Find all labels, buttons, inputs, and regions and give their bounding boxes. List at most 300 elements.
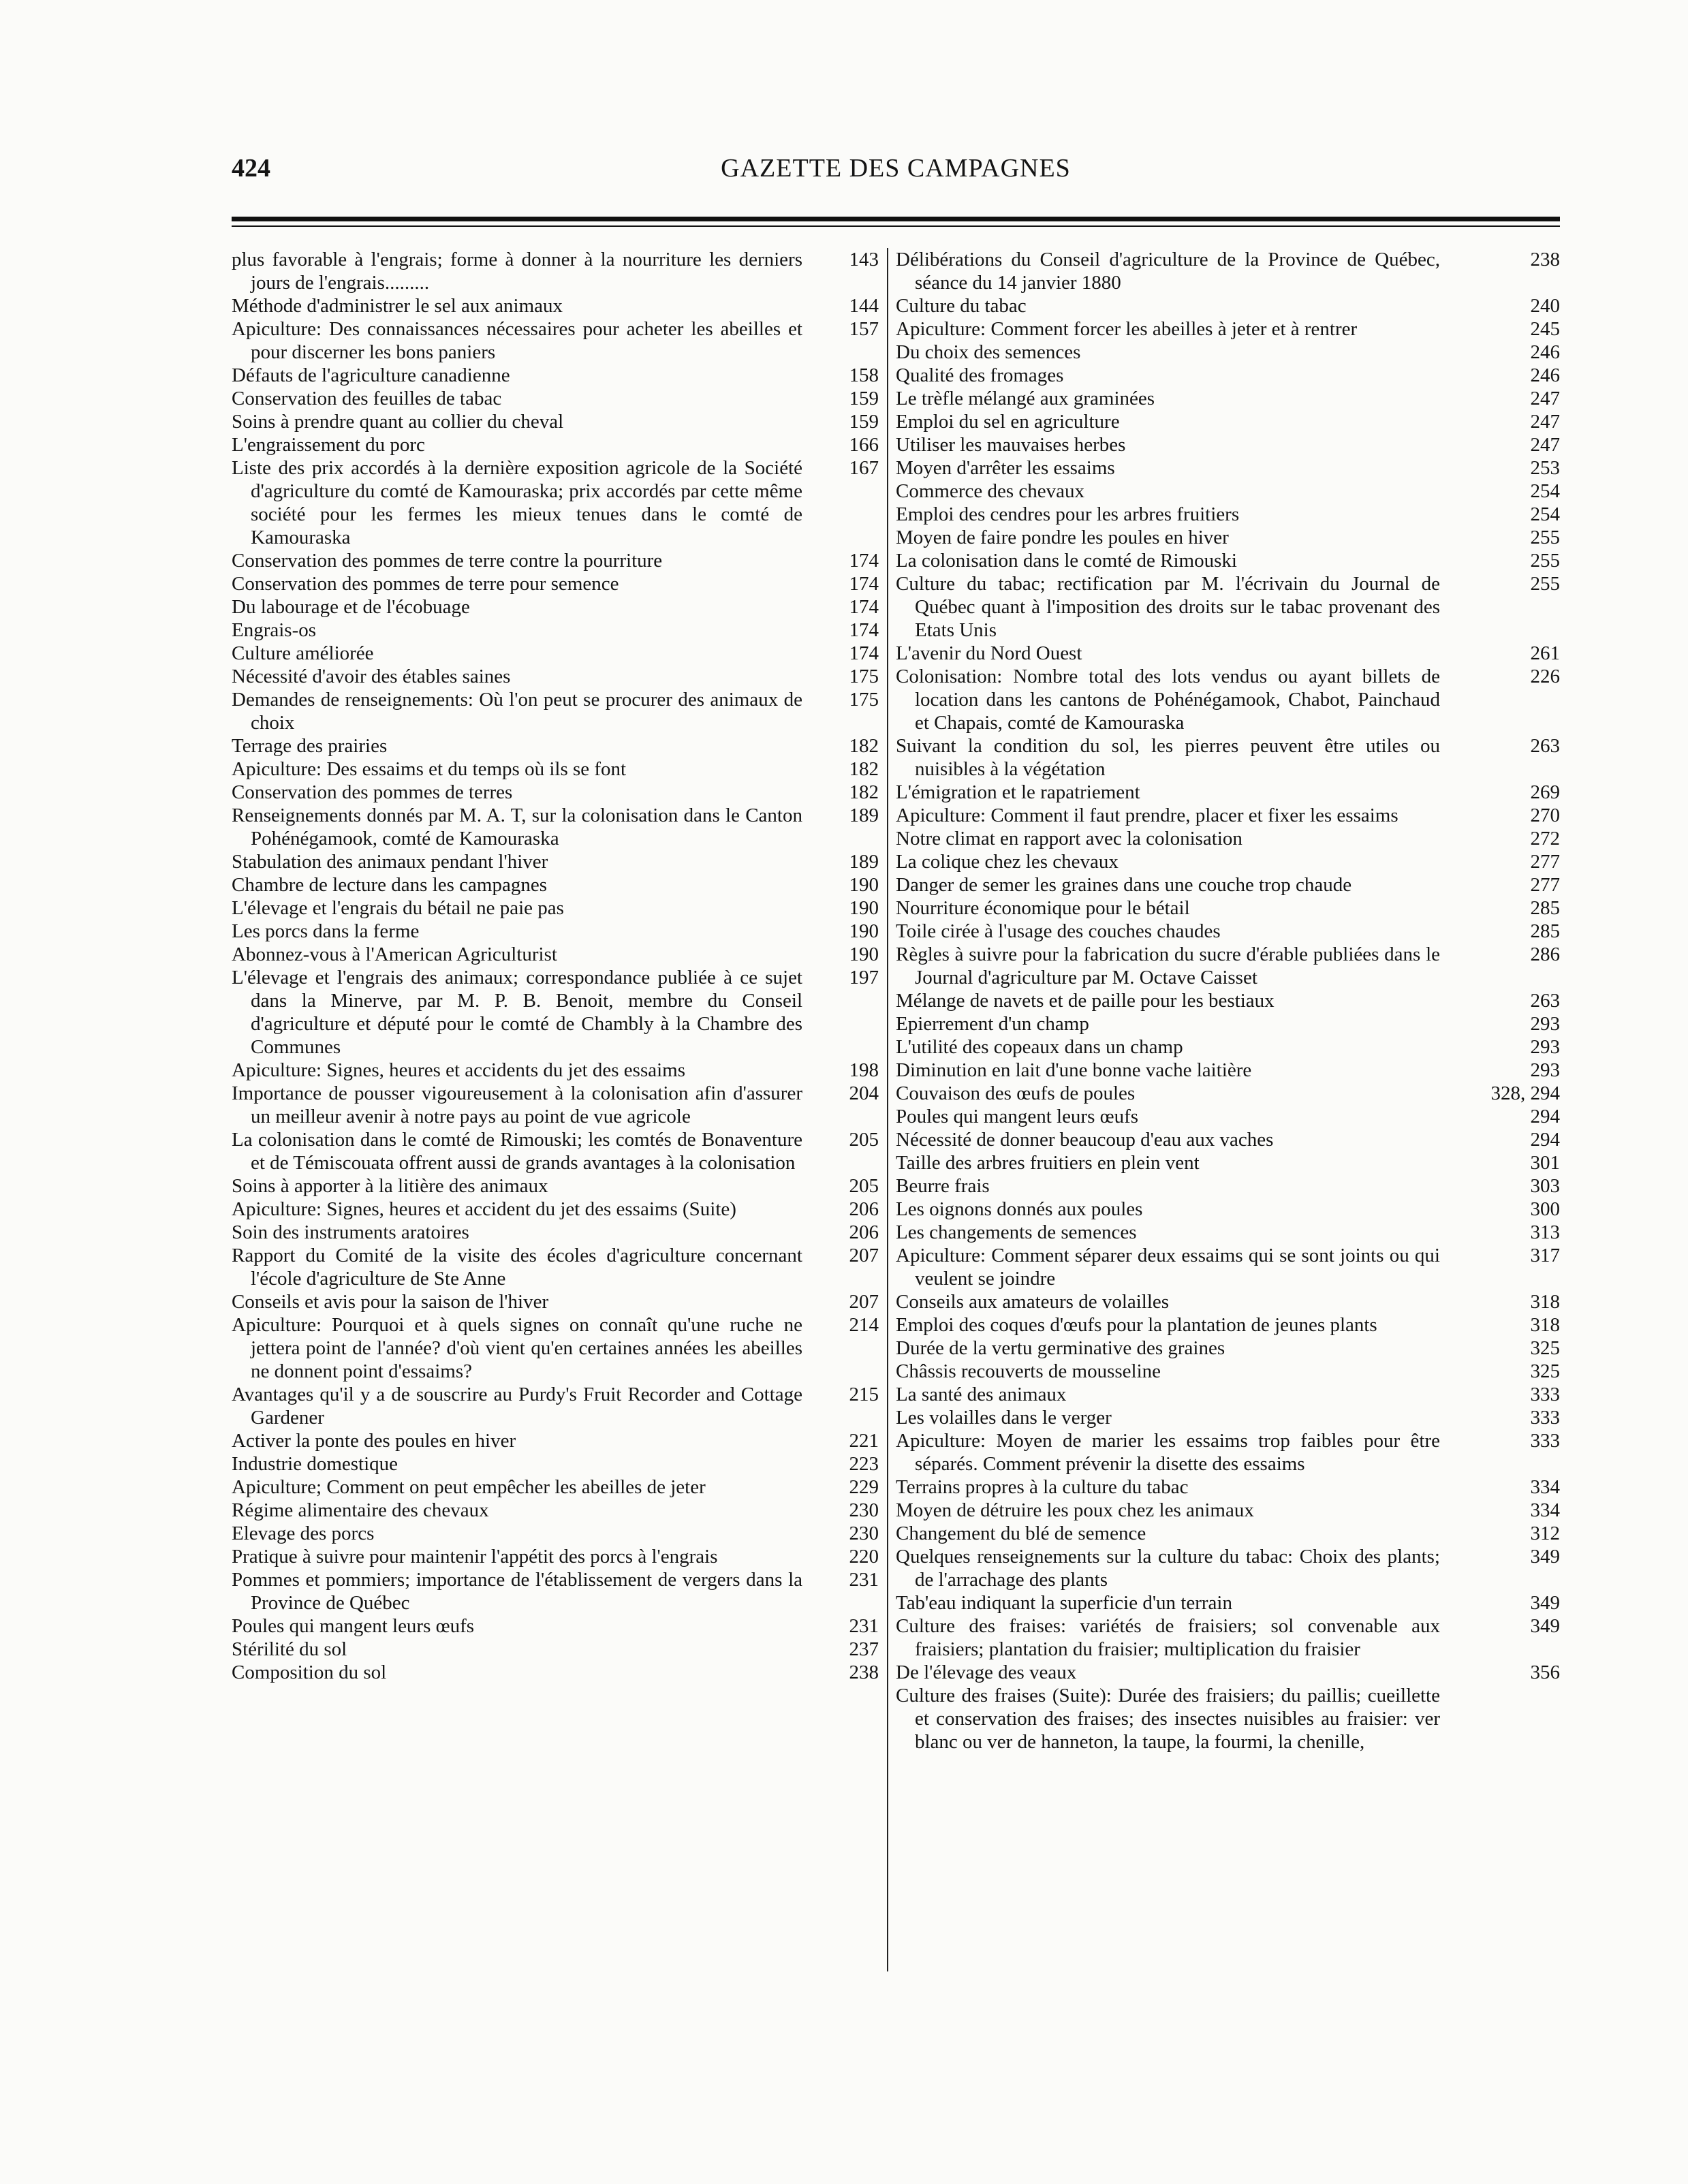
index-entry <box>896 341 1560 364</box>
header-rule-thin <box>232 225 1560 227</box>
entry-page: 286 <box>1530 943 1560 965</box>
index-entry <box>232 966 879 1059</box>
entry-title: Couvaison des œufs de poules <box>896 1082 1136 1104</box>
entry-title: Notre climat en rapport avec la colonisation <box>896 828 1242 849</box>
index-entry <box>232 1221 879 1244</box>
entry-page: 207 <box>849 1245 879 1266</box>
index-entry <box>232 943 879 966</box>
entry-page: 207 <box>849 1291 879 1313</box>
entry-title: Les changements de semences <box>896 1221 1137 1243</box>
entry-title: Poules qui mangent leurs œufs <box>896 1106 1139 1127</box>
entry-page: 205 <box>849 1129 879 1151</box>
index-entry <box>232 364 879 387</box>
entry-title: Apiculture: Signes, heures et accidents du jet des essaims <box>232 1059 686 1081</box>
index-entry <box>232 1568 879 1614</box>
entry-title: Soins à apporter à la litière des animaux <box>232 1175 548 1197</box>
entry-page: 246 <box>1530 341 1560 363</box>
entry-title: Apiculture: Moyen de marier les essaims trop faibles pour être séparés. Comment prévenir la disette des essaims <box>896 1430 1440 1475</box>
index-entry <box>896 480 1560 503</box>
index-entry <box>232 619 879 642</box>
index-entry <box>232 317 879 364</box>
entry-page: 175 <box>849 666 879 687</box>
index-entry <box>896 1684 1560 1753</box>
entry-page: 231 <box>849 1615 879 1637</box>
index-entry <box>896 410 1560 433</box>
entry-title: La colonisation dans le comté de Rimouski <box>896 550 1237 572</box>
entry-title: Apiculture: Comment forcer les abeilles à jeter et à rentrer <box>896 318 1358 340</box>
entry-title: Quelques renseignements sur la culture du tabac: Choix des plants; de l'arrachage des plants <box>896 1546 1440 1591</box>
index-entry <box>896 1035 1560 1059</box>
entry-title: Chambre de lecture dans les campagnes <box>232 874 548 896</box>
index-entry <box>896 642 1560 665</box>
index-entry <box>896 1105 1560 1128</box>
entry-title: L'élevage et l'engrais du bétail ne paie pas <box>232 897 564 919</box>
entry-page: 174 <box>849 573 879 595</box>
index-entry <box>232 1661 879 1684</box>
entry-title: Conservation des pommes de terre pour semence <box>232 573 619 595</box>
entry-title: Tab'eau indiquant la superficie d'un terrain <box>896 1592 1232 1614</box>
index-entry <box>232 1059 879 1082</box>
entry-title: L'utilité des copeaux dans un champ <box>896 1036 1183 1058</box>
entry-title: Culture améliorée <box>232 642 374 664</box>
entry-page: 270 <box>1530 805 1560 826</box>
entry-page: 263 <box>1530 735 1560 757</box>
index-entry <box>896 1499 1560 1522</box>
index-entry <box>896 920 1560 943</box>
entry-page: 293 <box>1530 1036 1560 1058</box>
entry-title: Danger de semer les graines dans une couche trop chaude <box>896 874 1352 896</box>
index-entry <box>896 456 1560 480</box>
entry-page: 189 <box>849 805 879 826</box>
entry-title: Les porcs dans la ferme <box>232 920 420 942</box>
entry-title: Du choix des semences <box>896 341 1081 363</box>
entry-page: 158 <box>849 364 879 386</box>
entry-page: 293 <box>1530 1013 1560 1035</box>
index-entry <box>896 1174 1560 1198</box>
index-entry <box>896 989 1560 1012</box>
entry-page: 318 <box>1530 1314 1560 1336</box>
entry-page: 167 <box>849 457 879 479</box>
entry-page: 220 <box>849 1546 879 1567</box>
entry-page: 349 <box>1530 1615 1560 1637</box>
entry-title: Engrais-os <box>232 619 317 641</box>
entry-title: Qualité des fromages <box>896 364 1064 386</box>
entry-page: 318 <box>1530 1291 1560 1313</box>
entry-page: 159 <box>849 411 879 433</box>
entry-page: 182 <box>849 781 879 803</box>
index-entry <box>232 873 879 896</box>
index-entry <box>896 827 1560 850</box>
index-entry <box>896 1082 1560 1105</box>
entry-title: Apiculture: Comment il faut prendre, placer et fixer les essaims <box>896 805 1398 826</box>
entry-title: Renseignements donnés par M. A. T, sur la colonisation dans le Canton Pohénégamook, comté de Kamouraska <box>232 805 802 849</box>
index-entry <box>232 1476 879 1499</box>
index-entry <box>232 1174 879 1198</box>
entry-title: Du labourage et de l'écobuage <box>232 596 470 618</box>
entry-title: La colique chez les chevaux <box>896 851 1119 873</box>
entry-page: 206 <box>849 1221 879 1243</box>
index-entry <box>896 1545 1560 1591</box>
entry-page: 197 <box>849 967 879 988</box>
entry-title: Stabulation des animaux pendant l'hiver <box>232 851 548 873</box>
entry-title: Diminution en lait d'une bonne vache laitière <box>896 1059 1252 1081</box>
index-entry <box>232 804 879 850</box>
entry-title: Culture du tabac <box>896 295 1027 317</box>
entry-title: Importance de pousser vigoureusement à la colonisation afin d'assurer un meilleur avenir à notre pays au point de vue agricole <box>232 1082 802 1127</box>
entry-title: La colonisation dans le comté de Rimouski; les comtés de Bonaventure et de Témiscouata offrent aussi de grands avantages à la colonisation <box>232 1129 802 1174</box>
entry-page: 189 <box>849 851 879 873</box>
index-entry <box>896 1221 1560 1244</box>
entry-page: 269 <box>1530 781 1560 803</box>
entry-title: La santé des animaux <box>896 1384 1067 1405</box>
entry-page: 328, 294 <box>1490 1082 1560 1104</box>
index-entry <box>232 1244 879 1290</box>
entry-page: 255 <box>1530 527 1560 548</box>
index-entry <box>896 943 1560 989</box>
entry-title: Utiliser les mauvaises herbes <box>896 434 1126 456</box>
entry-page: 143 <box>849 249 879 270</box>
index-entry <box>896 1290 1560 1313</box>
index-entry <box>232 595 879 619</box>
entry-page: 277 <box>1530 874 1560 896</box>
entry-title: Apiculture: Comment séparer deux essaims qui se sont joints ou qui veulent se joindre <box>896 1245 1440 1290</box>
entry-page: 303 <box>1530 1175 1560 1197</box>
entry-page: 261 <box>1530 642 1560 664</box>
entry-title: Méthode d'administrer le sel aux animaux <box>232 295 563 317</box>
entry-page: 325 <box>1530 1337 1560 1359</box>
entry-page: 144 <box>849 295 879 317</box>
entry-page: 182 <box>849 758 879 780</box>
entry-page: 247 <box>1530 388 1560 409</box>
entry-page: 238 <box>849 1662 879 1683</box>
index-entry <box>896 804 1560 827</box>
entry-page: 238 <box>1530 249 1560 270</box>
entry-page: 237 <box>849 1638 879 1660</box>
entry-title: Composition du sol <box>232 1662 387 1683</box>
entry-page: 205 <box>849 1175 879 1197</box>
entry-page: 300 <box>1530 1198 1560 1220</box>
entry-title: Soins à prendre quant au collier du cheval <box>232 411 564 433</box>
entry-title: Culture du tabac; rectification par M. l'écrivain du Journal de Québec quant à l'imposition des droits sur le tabac provenant des Etats Unis <box>896 573 1440 641</box>
entry-title: Culture des fraises (Suite): Durée des fraisiers; du paillis; cueillette et conservation des fraises; des insectes nuisibles au fraisier: ver blanc ou ver de hanneton, la taupe, la fourmi, la chenille, <box>896 1685 1440 1753</box>
entry-title: Commerce des chevaux <box>896 480 1085 502</box>
entry-title: Conseils et avis pour la saison de l'hiver <box>232 1291 549 1313</box>
entry-title: Moyen de détruire les poux chez les animaux <box>896 1499 1254 1521</box>
index-entry <box>232 294 879 317</box>
entry-title: Règles à suivre pour la fabrication du sucre d'érable publiées dans le Journal d'agriculture par M. Octave Caisset <box>896 943 1440 988</box>
index-entry <box>232 572 879 595</box>
left-column <box>232 248 879 1684</box>
entry-title: Emploi du sel en agriculture <box>896 411 1120 433</box>
entry-page: 174 <box>849 642 879 664</box>
entry-title: Nourriture économique pour le bétail <box>896 897 1190 919</box>
entry-title: Abonnez-vous à l'American Agriculturist <box>232 943 557 965</box>
index-entry <box>232 896 879 920</box>
entry-page: 175 <box>849 689 879 711</box>
entry-page: 245 <box>1530 318 1560 340</box>
index-entry <box>896 1406 1560 1429</box>
index-entry <box>232 920 879 943</box>
entry-title: Apiculture: Pourquoi et à quels signes on connaît qu'une ruche ne jettera point de l'année? d'où vient qu'en certaines années les abeilles ne donnent point d'essaims? <box>232 1314 802 1382</box>
entry-title: Apiculture: Des connaissances nécessaires pour acheter les abeilles et pour discerner les bons paniers <box>232 318 802 363</box>
entry-title: L'engraissement du porc <box>232 434 425 456</box>
index-entry <box>232 1545 879 1568</box>
index-entry <box>232 1383 879 1429</box>
entry-page: 312 <box>1530 1523 1560 1544</box>
entry-title: Epierrement d'un champ <box>896 1013 1089 1035</box>
entry-title: Le trèfle mélangé aux graminées <box>896 388 1155 409</box>
entry-title: L'avenir du Nord Ouest <box>896 642 1082 664</box>
index-entry <box>896 1383 1560 1406</box>
index-entry <box>896 1128 1560 1151</box>
entry-page: 325 <box>1530 1360 1560 1382</box>
entry-page: 272 <box>1530 828 1560 849</box>
entry-page: 317 <box>1530 1245 1560 1266</box>
entry-page: 263 <box>1530 990 1560 1012</box>
entry-title: Emploi des cendres pour les arbres fruitiers <box>896 503 1240 525</box>
entry-page: 198 <box>849 1059 879 1081</box>
entry-title: Liste des prix accordés à la dernière exposition agricole de la Société d'agriculture du comté de Kamouraska; prix accordés par cette même société pour les fermes les mieux tenues dans le comté de Kamouraska <box>232 457 802 548</box>
index-entry <box>896 1661 1560 1684</box>
index-entry <box>896 317 1560 341</box>
index-entry <box>896 1337 1560 1360</box>
index-entry <box>896 387 1560 410</box>
index-entry <box>232 1429 879 1452</box>
entry-page: 204 <box>849 1082 879 1104</box>
entry-title: Mélange de navets et de paille pour les bestiaux <box>896 990 1275 1012</box>
index-entry <box>896 781 1560 804</box>
right-column <box>896 248 1560 1753</box>
index-entry <box>232 688 879 734</box>
index-entry <box>896 1012 1560 1035</box>
entry-page: 349 <box>1530 1592 1560 1614</box>
index-entry <box>232 781 879 804</box>
index-entry <box>896 526 1560 549</box>
index-entry <box>896 1360 1560 1383</box>
index-entry <box>896 248 1560 294</box>
entry-page: 333 <box>1530 1430 1560 1452</box>
entry-title: Soin des instruments aratoires <box>232 1221 469 1243</box>
entry-page: 349 <box>1530 1546 1560 1567</box>
entry-title: Conservation des pommes de terres <box>232 781 513 803</box>
entry-page: 255 <box>1530 550 1560 572</box>
entry-page: 253 <box>1530 457 1560 479</box>
entry-title: Régime alimentaire des chevaux <box>232 1499 489 1521</box>
entry-page: 226 <box>1530 666 1560 687</box>
index-entry <box>896 433 1560 456</box>
index-entry <box>232 850 879 873</box>
entry-page: 333 <box>1530 1384 1560 1405</box>
index-entry <box>232 734 879 758</box>
index-entry <box>896 850 1560 873</box>
entry-page: 246 <box>1530 364 1560 386</box>
entry-title: Nécessité d'avoir des étables saines <box>232 666 511 687</box>
index-entry <box>232 1313 879 1383</box>
entry-page: 334 <box>1530 1476 1560 1498</box>
index-entry <box>896 1429 1560 1476</box>
entry-title: Conseils aux amateurs de volailles <box>896 1291 1170 1313</box>
entry-page: 294 <box>1530 1129 1560 1151</box>
entry-page: 293 <box>1530 1059 1560 1081</box>
entry-page: 223 <box>849 1453 879 1475</box>
index-entry <box>896 896 1560 920</box>
entry-page: 333 <box>1530 1407 1560 1429</box>
entry-page: 230 <box>849 1523 879 1544</box>
entry-page: 294 <box>1530 1106 1560 1127</box>
entry-title: Beurre frais <box>896 1175 990 1197</box>
column-divider <box>887 248 888 1971</box>
entry-title: Les volailles dans le verger <box>896 1407 1112 1429</box>
index-entry <box>896 1522 1560 1545</box>
entry-page: 334 <box>1530 1499 1560 1521</box>
entry-page: 190 <box>849 897 879 919</box>
index-entry <box>232 456 879 549</box>
index-entry <box>232 1499 879 1522</box>
entry-title: Colonisation: Nombre total des lots vendus ou ayant billets de location dans les cantons de Pohénégamook, Chabot, Painchaud et Chapais, comté de Kamouraska <box>896 666 1440 734</box>
entry-page: 285 <box>1530 897 1560 919</box>
entry-title: Apiculture; Comment on peut empêcher les abeilles de jeter <box>232 1476 706 1498</box>
entry-page: 174 <box>849 596 879 618</box>
index-entry <box>896 1313 1560 1337</box>
entry-page: 190 <box>849 874 879 896</box>
index-entry <box>232 1638 879 1661</box>
index-columns <box>232 248 1560 2019</box>
entry-title: L'élevage et l'engrais des animaux; correspondance publiée à ce sujet dans la Minerve, par M. P. B. Benoit, membre du Conseil d'agriculture et député pour le comté de Chambly à la Chambre des Communes <box>232 967 802 1058</box>
index-entry <box>232 1614 879 1638</box>
entry-title: Pratique à suivre pour maintenir l'appétit des porcs à l'engrais <box>232 1546 718 1567</box>
index-entry <box>232 387 879 410</box>
entry-page: 190 <box>849 920 879 942</box>
entry-title: Conservation des pommes de terre contre la pourriture <box>232 550 663 572</box>
entry-title: Emploi des coques d'œufs pour la plantation de jeunes plants <box>896 1314 1377 1336</box>
entry-page: 285 <box>1530 920 1560 942</box>
index-entry <box>896 734 1560 781</box>
journal-title: GAZETTE DES CAMPAGNES <box>721 154 1071 183</box>
entry-title: Rapport du Comité de la visite des écoles d'agriculture concernant l'école d'agriculture de Ste Anne <box>232 1245 802 1290</box>
index-entry <box>232 1290 879 1313</box>
entry-page: 221 <box>849 1430 879 1452</box>
entry-title: Avantages qu'il y a de souscrire au Purdy's Fruit Recorder and Cottage Gardener <box>232 1384 802 1429</box>
header-rule-thick <box>232 217 1560 221</box>
entry-page: 157 <box>849 318 879 340</box>
index-entry <box>896 1614 1560 1661</box>
index-entry <box>896 572 1560 642</box>
entry-page: 182 <box>849 735 879 757</box>
index-entry <box>896 503 1560 526</box>
entry-title: Elevage des porcs <box>232 1523 375 1544</box>
index-entry <box>232 758 879 781</box>
entry-title: Terrains propres à la culture du tabac <box>896 1476 1189 1498</box>
entry-page: 254 <box>1530 503 1560 525</box>
index-entry <box>896 1151 1560 1174</box>
entry-page: 206 <box>849 1198 879 1220</box>
entry-page: 277 <box>1530 851 1560 873</box>
entry-title: Nécessité de donner beaucoup d'eau aux vaches <box>896 1129 1274 1151</box>
entry-title: Conservation des feuilles de tabac <box>232 388 502 409</box>
entry-page: 247 <box>1530 411 1560 433</box>
entry-title: Défauts de l'agriculture canadienne <box>232 364 510 386</box>
entry-page: 255 <box>1530 573 1560 595</box>
entry-title: Délibérations du Conseil d'agriculture de la Province de Québec, séance du 14 janvier 1880 <box>896 249 1440 294</box>
entry-title: Industrie domestique <box>232 1453 398 1475</box>
entry-page: 174 <box>849 619 879 641</box>
index-entry <box>896 549 1560 572</box>
entry-page: 301 <box>1530 1152 1560 1174</box>
entry-title: Apiculture: Signes, heures et accident du jet des essaims (Suite) <box>232 1198 736 1220</box>
entry-title: De l'élevage des veaux <box>896 1662 1077 1683</box>
entry-title: Pommes et pommiers; importance de l'établissement de vergers dans la Province de Québec <box>232 1569 802 1614</box>
entry-page: 166 <box>849 434 879 456</box>
entry-title: L'émigration et le rapatriement <box>896 781 1140 803</box>
page-number: 424 <box>232 154 270 183</box>
entry-page: 230 <box>849 1499 879 1521</box>
index-entry <box>232 1522 879 1545</box>
index-entry <box>232 248 879 294</box>
entry-page: 190 <box>849 943 879 965</box>
entry-title: Durée de la vertu germinative des graines <box>896 1337 1225 1359</box>
index-entry <box>232 1082 879 1128</box>
entry-page: 214 <box>849 1314 879 1336</box>
index-entry <box>232 1198 879 1221</box>
index-entry <box>896 1059 1560 1082</box>
index-entry <box>896 1198 1560 1221</box>
entry-title: Toile cirée à l'usage des couches chaudes <box>896 920 1221 942</box>
index-entry <box>232 433 879 456</box>
entry-title: Moyen d'arrêter les essaims <box>896 457 1115 479</box>
entry-page: 240 <box>1530 295 1560 317</box>
entry-page <box>1440 1684 1560 1753</box>
index-entry <box>896 1244 1560 1290</box>
index-entry <box>232 549 879 572</box>
entry-page: 313 <box>1530 1221 1560 1243</box>
index-entry <box>896 873 1560 896</box>
entry-title: Les oignons donnés aux poules <box>896 1198 1143 1220</box>
entry-page: 229 <box>849 1476 879 1498</box>
index-entry <box>896 294 1560 317</box>
entry-title: Demandes de renseignements: Où l'on peut se procurer des animaux de choix <box>232 689 802 734</box>
entry-page: 159 <box>849 388 879 409</box>
entry-title: plus favorable à l'engrais; forme à donner à la nourriture les derniers jours de l'engrais......... <box>232 249 802 294</box>
entry-page: 174 <box>849 550 879 572</box>
entry-page: 215 <box>849 1384 879 1405</box>
index-entry <box>232 1128 879 1174</box>
index-entry <box>896 1591 1560 1614</box>
index-entry <box>232 410 879 433</box>
entry-page: 356 <box>1530 1662 1560 1683</box>
entry-page: 247 <box>1530 434 1560 456</box>
entry-title: Moyen de faire pondre les poules en hiver <box>896 527 1229 548</box>
index-entry <box>896 1476 1560 1499</box>
index-entry <box>232 1452 879 1476</box>
entry-title: Activer la ponte des poules en hiver <box>232 1430 516 1452</box>
entry-title: Changement du blé de semence <box>896 1523 1146 1544</box>
entry-title: Culture des fraises: variétés de fraisiers; sol convenable aux fraisiers; plantation du fraisier; multiplication du fraisier <box>896 1615 1440 1660</box>
running-header <box>232 153 1560 194</box>
entry-page: 231 <box>849 1569 879 1591</box>
entry-page: 254 <box>1530 480 1560 502</box>
index-entry <box>896 364 1560 387</box>
index-entry <box>232 665 879 688</box>
entry-title: Suivant la condition du sol, les pierres peuvent être utiles ou nuisibles à la végétation <box>896 735 1440 780</box>
index-entry <box>896 665 1560 734</box>
index-entry <box>232 642 879 665</box>
entry-title: Terrage des prairies <box>232 735 388 757</box>
entry-title: Châssis recouverts de mousseline <box>896 1360 1161 1382</box>
entry-title: Stérilité du sol <box>232 1638 347 1660</box>
entry-title: Taille des arbres fruitiers en plein vent <box>896 1152 1200 1174</box>
entry-title: Apiculture: Des essaims et du temps où ils se font <box>232 758 627 780</box>
entry-title: Poules qui mangent leurs œufs <box>232 1615 475 1637</box>
